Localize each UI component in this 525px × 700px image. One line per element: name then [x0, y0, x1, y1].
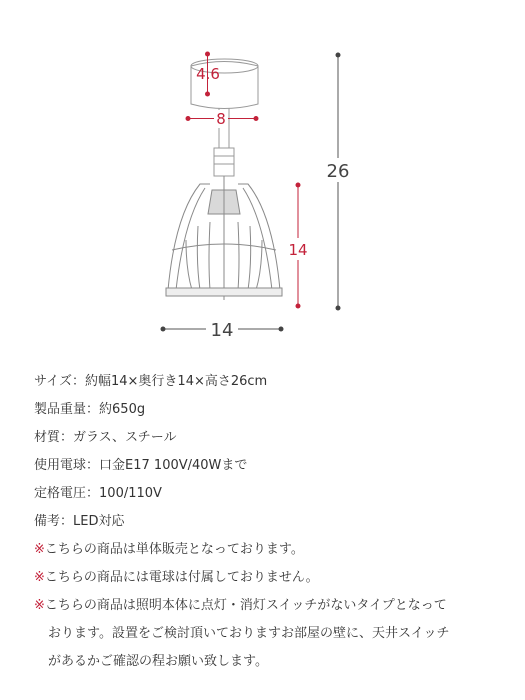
canopy-width-dimension	[186, 110, 259, 128]
note-mark: ※	[34, 598, 45, 613]
lamp-shade	[166, 176, 282, 300]
spec-separator: ：	[60, 514, 74, 529]
shade-height-label: 14	[288, 241, 308, 259]
spec-label: 備考	[34, 514, 61, 529]
total-height-dimension	[324, 53, 354, 311]
spec-item-weight	[34, 396, 504, 424]
note-text: こちらの商品には電球は付属しておりません。	[44, 570, 319, 585]
spec-separator: ：	[86, 402, 100, 417]
shade-height-dimension	[286, 183, 310, 309]
spec-value: 約幅14×奥行き14×高さ26cm	[84, 374, 268, 389]
spec-label: 製品重量	[34, 402, 87, 417]
note-single-sale	[34, 536, 504, 564]
spec-value: 100/110V	[99, 486, 162, 501]
spec-separator: ：	[71, 374, 85, 389]
spec-label: サイズ	[34, 374, 72, 389]
canopy-height-dimension	[196, 52, 220, 97]
note-text: こちらの商品は照明本体に点灯・消灯スイッチがないタイプとなって	[44, 598, 447, 613]
note-text-continued: があるかご確認の程お願い致します。	[48, 654, 268, 669]
canopy-width-label: 8	[216, 110, 226, 128]
note-mark: ※	[34, 542, 45, 557]
note-no-switch	[34, 592, 504, 676]
spec-item-material	[34, 424, 504, 452]
spec-item-voltage	[34, 480, 504, 508]
spec-value: ガラス、スチール	[73, 430, 177, 445]
spec-separator: ：	[86, 458, 100, 473]
spec-item-size	[34, 368, 504, 396]
spec-value: 約650g	[99, 402, 146, 417]
canopy-height-label: 4.6	[196, 65, 220, 83]
spec-value: LED対応	[73, 514, 125, 529]
note-bulb-not-included	[34, 564, 504, 592]
spec-label: 使用電球	[34, 458, 87, 473]
note-text-continued: おります。設置をご検討頂いておりますお部屋の壁に、天井スイッチ	[48, 626, 450, 641]
spec-separator: ：	[60, 430, 74, 445]
spec-item-bulb	[34, 452, 504, 480]
spec-value: 口金E17 100V/40Wまで	[99, 458, 248, 473]
shade-width-dimension	[161, 316, 284, 341]
note-mark: ※	[34, 570, 45, 585]
spec-separator: ：	[86, 486, 100, 501]
total-height-label: 26	[326, 161, 350, 182]
spec-label: 定格電圧	[34, 486, 87, 501]
spec-label: 材質	[34, 430, 61, 445]
spec-list	[34, 368, 504, 536]
shade-width-label: 14	[210, 320, 234, 341]
spec-item-remarks	[34, 508, 504, 536]
note-text: こちらの商品は単体販売となっております。	[44, 542, 304, 557]
